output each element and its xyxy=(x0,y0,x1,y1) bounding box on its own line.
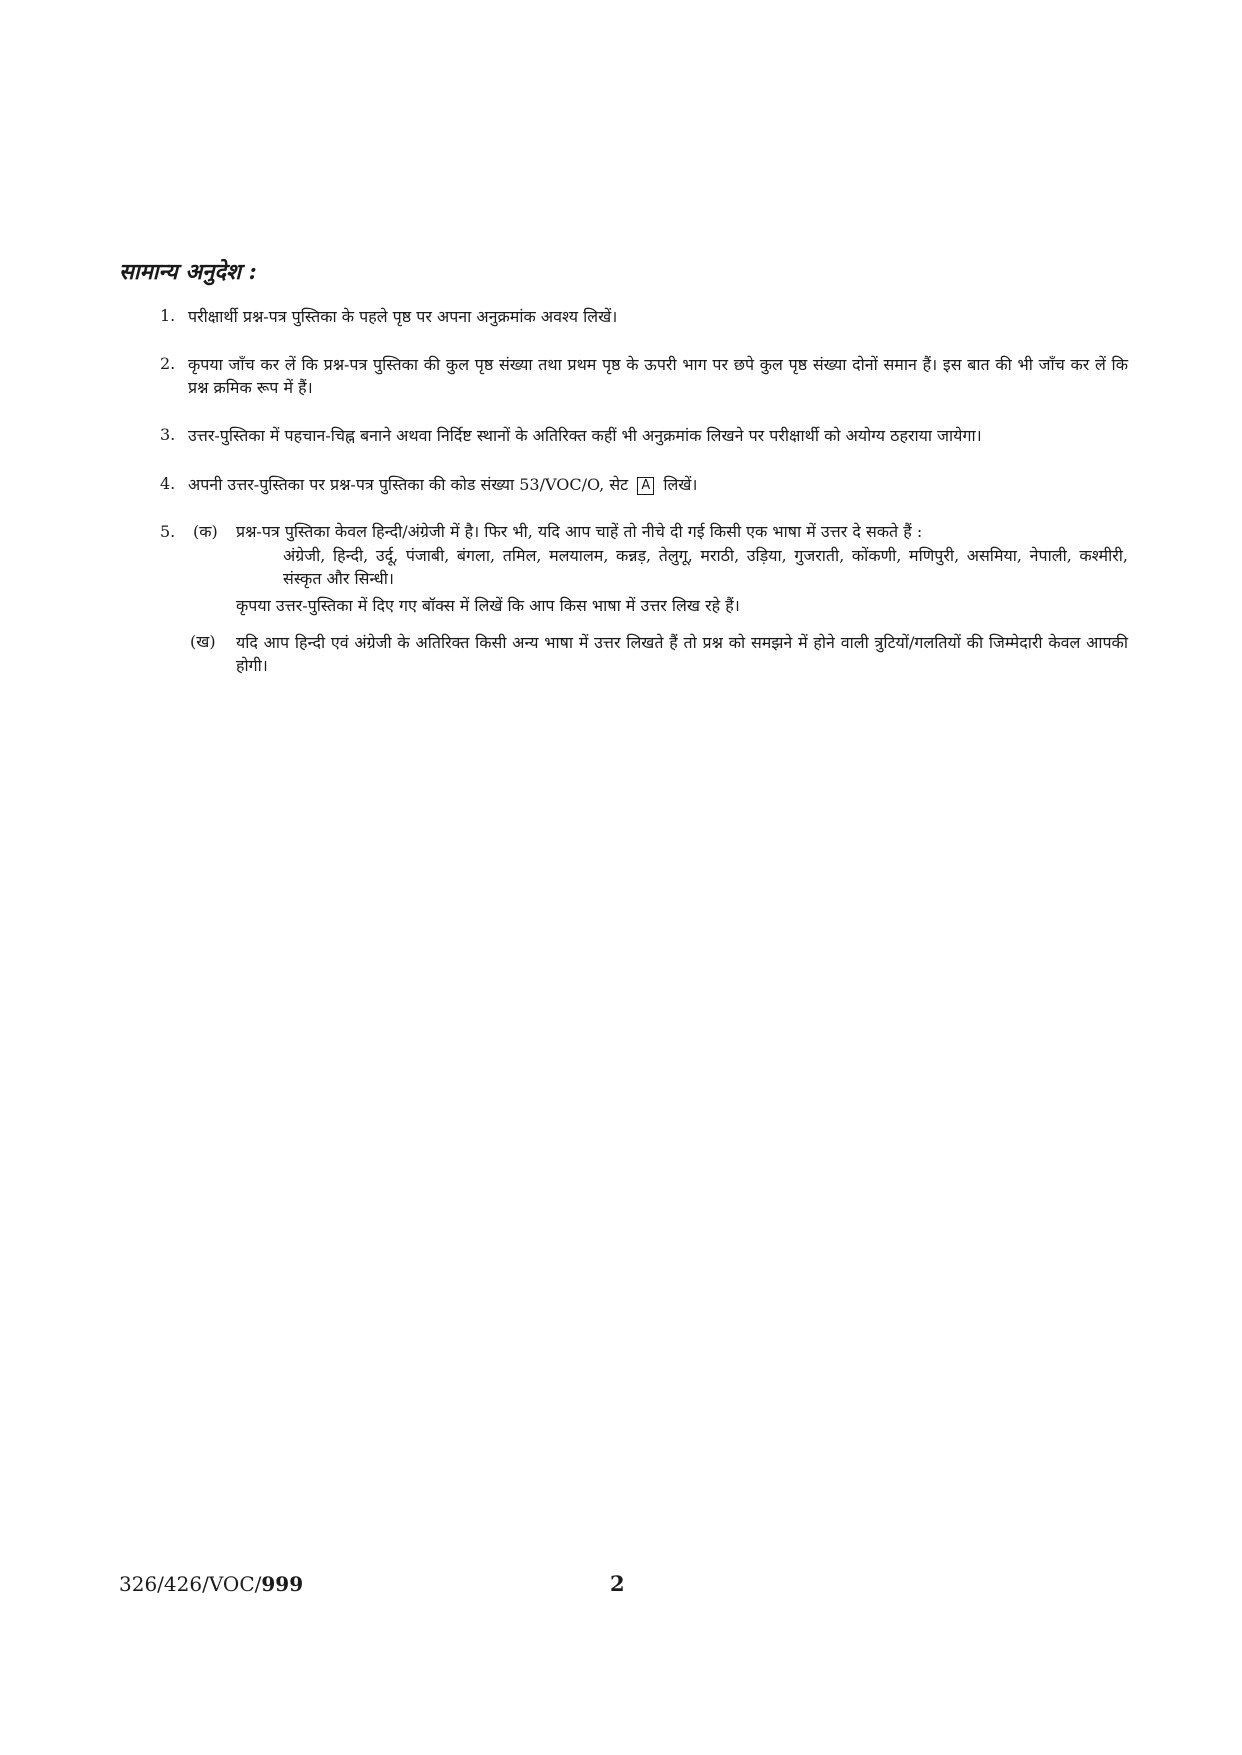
item-5b-text: यदि आप हिन्दी एवं अंग्रेजी के अतिरिक्त किसी अन्य भाषा में उत्तर लिखते हैं तो प्रश्न को समझने में होने वाली त्रुटियों/गलतियों की जिम्मेदारी केवल आपकी होगी। xyxy=(236,633,1128,675)
item-1-number: 1. xyxy=(160,306,176,325)
item-5a-text: प्रश्न-पत्र पुस्तिका केवल हिन्दी/अंग्रेजी में है। फिर भी, यदि आप चाहें तो नीचे दी गई किसी एक भाषा में उत्तर दे सकते हैं : xyxy=(236,522,923,541)
paper-code-bold: 999 xyxy=(261,1572,304,1596)
item-2-number: 2. xyxy=(160,354,176,373)
item-4-text-after: लिखें। xyxy=(663,475,698,494)
item-5a-note: कृपया उत्तर-पुस्तिका में दिए गए बॉक्स में लिखें कि आप किस भाषा में उत्तर लिख रहे हैं। xyxy=(236,596,740,615)
item-3-text: उत्तर-पुस्तिका में पहचान-चिह्न बनाने अथवा निर्दिष्ट स्थानों के अतिरिक्त कहीं भी अनुक्रमांक लिखने पर परीक्षार्थी को अयोग्य ठहराया जायेगा। xyxy=(188,426,982,445)
item-3-number: 3. xyxy=(160,425,176,444)
item-4-text xyxy=(188,473,1128,496)
section-heading: सामान्य अनुदेश : xyxy=(119,259,257,285)
item-5a-label: (क) xyxy=(193,522,218,541)
item-1-text: परीक्षार्थी प्रश्न-पत्र पुस्तिका के पहले पृष्ठ पर अपना अनुक्रमांक अवश्य लिखें। xyxy=(188,307,618,326)
page-number: 2 xyxy=(610,1571,625,1596)
item-5b-label: (ख) xyxy=(190,632,216,651)
item-4-text-before: अपनी उत्तर-पुस्तिका पर प्रश्न-पत्र पुस्तिका की कोड संख्या 53/VOC/O, सेट xyxy=(188,475,629,494)
item-4-number: 4. xyxy=(160,474,176,493)
set-letter-box: A xyxy=(637,477,654,495)
paper-code-prefix: 326/426/VOC/ xyxy=(119,1572,262,1596)
paper-code xyxy=(119,1572,303,1596)
item-5-number: 5. xyxy=(160,522,176,541)
language-list: अंग्रेजी, हिन्दी, उर्दू, पंजाबी, बंगला, तमिल, मलयालम, कन्नड़, तेलुगू, मराठी, उड़िया, गुजराती, कोंकणी, मणिपुरी, असमिया, नेपाली, कश्मीरी, संस्कृत और सिन्धी। xyxy=(283,546,1128,588)
item-2-text: कृपया जाँच कर लें कि प्रश्न-पत्र पुस्तिका की कुल पृष्ठ संख्या तथा प्रथम पृष्ठ के ऊपरी भाग पर छपे कुल पृष्ठ संख्या दोनों समान हैं। इस बात की भी जाँच कर लें कि प्रश्न क्रमिक रूप में हैं। xyxy=(188,355,1128,397)
